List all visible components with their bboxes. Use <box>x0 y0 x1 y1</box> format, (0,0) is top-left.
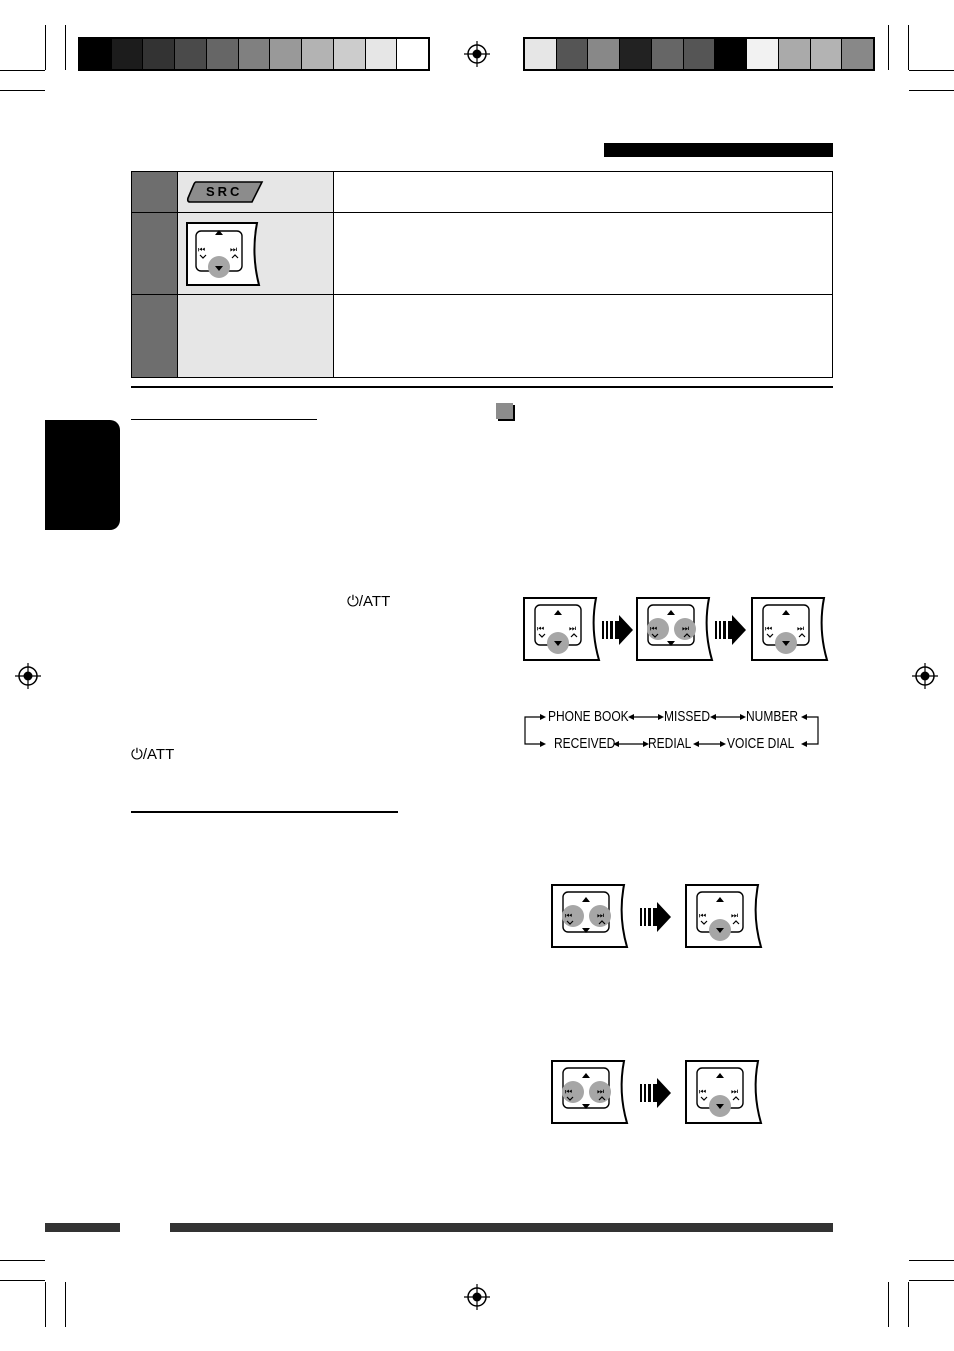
color-swatch <box>366 39 398 69</box>
table-cell-index <box>132 172 178 212</box>
crop-mark <box>888 25 889 70</box>
table-cell-control <box>178 295 334 377</box>
color-swatch <box>80 39 112 69</box>
step-arrow-icon <box>640 900 672 934</box>
svg-text:⏮: ⏮ <box>565 1087 573 1096</box>
color-swatch <box>652 39 684 69</box>
menu-option-phone-book: PHONE BOOK <box>548 708 629 725</box>
svg-text:⏭: ⏭ <box>731 911 739 920</box>
menu-option-number: NUMBER <box>746 708 799 725</box>
color-swatch <box>175 39 207 69</box>
table-row <box>132 213 832 295</box>
color-swatch <box>239 39 271 69</box>
header-strip <box>604 143 833 157</box>
control-pad-press-down-icon <box>684 1059 764 1125</box>
crop-mark <box>0 70 45 71</box>
control-pad-press-left-right-icon <box>635 596 715 662</box>
control-dial-down-icon <box>185 221 263 287</box>
table-cell-control <box>178 213 334 294</box>
crop-mark <box>45 1282 46 1327</box>
control-pad-press-left-right-icon <box>550 883 630 949</box>
crop-mark <box>65 1282 66 1327</box>
menu-option-missed: MISSED <box>664 708 711 725</box>
color-swatch <box>557 39 589 69</box>
section-divider <box>131 386 833 388</box>
power-att-label: ⏻/ATT <box>347 593 391 610</box>
registration-mark-icon <box>912 663 938 689</box>
color-swatch <box>525 39 557 69</box>
crop-mark <box>65 25 66 70</box>
crop-mark <box>0 1260 45 1261</box>
color-swatch <box>112 39 144 69</box>
crop-mark <box>909 1280 954 1281</box>
src-button-label: SRC <box>206 184 243 199</box>
svg-text:⏭: ⏭ <box>569 624 577 633</box>
svg-text:⏮: ⏮ <box>765 624 773 633</box>
color-swatch <box>779 39 811 69</box>
table-cell-description <box>334 172 832 212</box>
step-arrow-icon <box>602 613 634 647</box>
control-pad-press-down-icon <box>684 883 764 949</box>
table-cell-index <box>132 213 178 294</box>
footer-bar-right <box>170 1223 833 1232</box>
table-cell-control <box>178 172 334 212</box>
svg-text:⏮: ⏮ <box>537 624 545 633</box>
color-swatch <box>588 39 620 69</box>
svg-text:⏭: ⏭ <box>731 1087 739 1096</box>
section-bullet-icon <box>496 403 518 423</box>
svg-text:⏭: ⏭ <box>682 624 690 633</box>
svg-text:⏭: ⏭ <box>597 911 605 920</box>
color-swatch <box>747 39 779 69</box>
svg-text:⏭: ⏭ <box>797 624 805 633</box>
table-cell-index <box>132 295 178 377</box>
color-calibration-bar-left <box>78 37 430 71</box>
color-swatch <box>684 39 716 69</box>
crop-mark <box>909 90 954 91</box>
footer-bar-left <box>45 1223 120 1232</box>
menu-option-redial: REDIAL <box>648 735 692 752</box>
subsection-underline <box>131 419 317 420</box>
control-pad-press-left-right-icon <box>550 1059 630 1125</box>
color-swatch <box>715 39 747 69</box>
color-swatch <box>302 39 334 69</box>
crop-mark <box>0 1280 45 1281</box>
color-swatch <box>143 39 175 69</box>
registration-mark-icon <box>464 1284 490 1310</box>
table-row <box>132 295 832 377</box>
svg-text:⏭: ⏭ <box>230 245 238 254</box>
color-swatch <box>207 39 239 69</box>
svg-text:⏮: ⏮ <box>699 1087 707 1096</box>
registration-mark-icon <box>15 663 41 689</box>
menu-option-voice-dial: VOICE DIAL <box>727 735 795 752</box>
color-swatch <box>842 39 873 69</box>
svg-text:⏭: ⏭ <box>597 1087 605 1096</box>
svg-text:⏮: ⏮ <box>699 911 707 920</box>
menu-option-received: RECEIVED <box>554 735 616 752</box>
svg-text:⏮: ⏮ <box>565 911 573 920</box>
crop-mark <box>908 25 909 70</box>
power-att-label: ⏻/ATT <box>131 746 175 763</box>
color-swatch <box>397 39 428 69</box>
control-table <box>131 171 833 378</box>
color-swatch <box>270 39 302 69</box>
svg-text:⏮: ⏮ <box>198 245 206 254</box>
registration-mark-icon <box>464 41 490 67</box>
language-side-tab <box>45 420 120 530</box>
crop-mark <box>0 90 45 91</box>
crop-mark <box>908 1282 909 1327</box>
color-swatch <box>334 39 366 69</box>
color-calibration-bar-right <box>523 37 875 71</box>
subsection-underline <box>131 811 398 813</box>
color-swatch <box>811 39 843 69</box>
table-cell-description <box>334 213 832 294</box>
table-row <box>132 172 832 213</box>
crop-mark <box>888 1282 889 1327</box>
control-pad-press-down-icon <box>522 596 602 662</box>
table-cell-description <box>334 295 832 377</box>
svg-text:⏮: ⏮ <box>650 624 658 633</box>
step-arrow-icon <box>715 613 747 647</box>
step-arrow-icon <box>640 1076 672 1110</box>
control-pad-press-down-icon <box>750 596 830 662</box>
crop-mark <box>909 1260 954 1261</box>
crop-mark <box>45 25 46 70</box>
color-swatch <box>620 39 652 69</box>
crop-mark <box>909 70 954 71</box>
